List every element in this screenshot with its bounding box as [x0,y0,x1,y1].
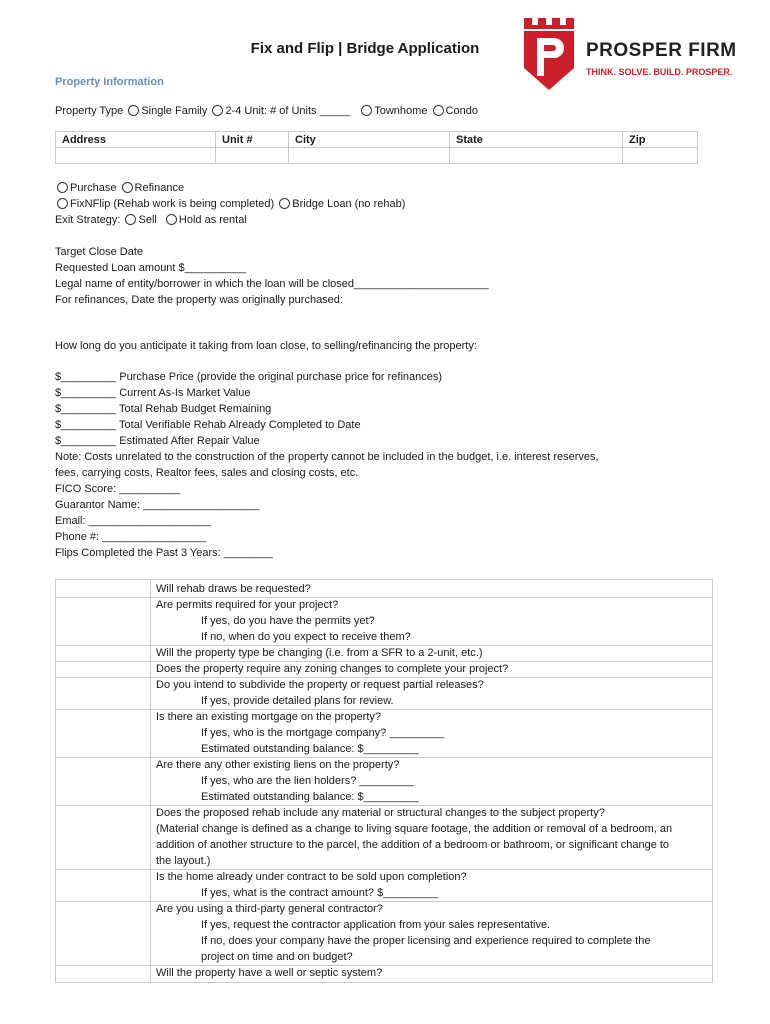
fico-score: FICO Score: __________ [55,483,181,495]
city-input[interactable] [289,148,450,164]
prosper-firm-logo [520,18,755,90]
radio-single-family[interactable] [128,105,139,116]
answer-cell[interactable] [57,709,149,757]
guarantor-name: Guarantor Name: ___________________ [55,499,260,511]
section-title-property-information: Property Information [55,76,164,88]
answer-column-divider [150,580,151,982]
questions-table [55,579,713,983]
radio-hold-as-rental[interactable] [166,214,177,225]
value-rehab-remaining: $_________ Total Rehab Budget Remaining [55,403,272,415]
loan-purpose-row [55,181,184,195]
question-subtext: If yes, who is the mortgage company? _________ [201,727,445,739]
value-rehab-completed: $_________ Total Verifiable Rehab Already Completed to Date [55,419,361,431]
option-label-condo: Condo [445,105,478,117]
property-type-row [55,104,478,118]
radio-condo[interactable] [433,105,444,116]
requested-loan-amount: Requested Loan amount $__________ [55,262,246,274]
question-subtext: If yes, what is the contract amount? $_________ [201,887,439,899]
state-header: State [450,132,623,148]
exit-strategy-label: Exit Strategy: [55,214,121,226]
value-purchase-price: $_________ Purchase Price (provide the original purchase price for refinances) [55,371,443,383]
logo-brand-text: PROSPER FIRM [586,40,737,61]
value-after-repair: $_________ Estimated After Repair Value [55,435,260,447]
refinance-purchase-date: For refinances, Date the property was originally purchased: [55,294,343,306]
radio-purchase[interactable] [57,182,68,193]
question-row-divider [56,709,712,710]
question-subtext: (Material change is defined as a change to living square footage, the addition or removal of a bedroom, an [156,823,673,835]
radio-fixnflip[interactable] [57,198,68,209]
phone: Phone #: _________________ [55,531,207,543]
option-label-townhome: Townhome [374,105,428,117]
answer-cell[interactable] [57,869,149,901]
question-row-divider [56,965,712,966]
question-text: Are there any other existing liens on the property? [156,759,400,771]
option-label-2-4-unit: 2-4 Unit: # of Units _____ [225,105,351,117]
question-text: Is there an existing mortgage on the property? [156,711,382,723]
option-label-bridge-loan: Bridge Loan (no rehab) [292,198,406,210]
radio-refinance[interactable] [122,182,133,193]
timeline-question: How long do you anticipate it taking from loan close, to selling/refinancing the property: [55,340,477,352]
answer-cell[interactable] [57,757,149,805]
unit-header: Unit # [216,132,289,148]
address-input[interactable] [56,148,216,164]
unit-input[interactable] [216,148,289,164]
question-text: Will the property have a well or septic system? [156,967,383,979]
note-line-2: fees, carrying costs, Realtor fees, sales and closing costs, etc. [55,467,359,479]
question-text: Will rehab draws be requested? [156,583,311,595]
question-text: Does the property require any zoning changes to complete your project? [156,663,509,675]
value-as-is-market: $_________ Current As-Is Market Value [55,387,251,399]
question-text: Are permits required for your project? [156,599,339,611]
question-subtext: If yes, provide detailed plans for review. [201,695,394,707]
question-text: Will the property type be changing (i.e. from a SFR to a 2-unit, etc.) [156,647,483,659]
question-subtext: If yes, request the contractor application from your sales representative. [201,919,551,931]
answer-cell[interactable] [57,645,149,661]
option-label-refinance: Refinance [134,182,185,194]
note-line-1: Note: Costs unrelated to the construction of the property cannot be included in the budget, i.e. interest reserves, [55,451,599,463]
answer-cell[interactable] [57,677,149,709]
question-text: Is the home already under contract to be sold upon completion? [156,871,467,883]
address-table [55,131,698,164]
city-header: City [289,132,450,148]
legal-entity-name: Legal name of entity/borrower in which the loan will be closed______________________ [55,278,489,290]
question-text: Does the proposed rehab include any material or structural changes to the subject property? [156,807,605,819]
answer-cell[interactable] [57,965,149,981]
page-title: Fix and Flip | Bridge Application [250,40,480,57]
answer-cell[interactable] [57,901,149,965]
question-subtext: the layout.) [156,855,211,867]
question-row-divider [56,597,712,598]
option-label-sell: Sell [138,214,157,226]
question-text: Do you intend to subdivide the property or request partial releases? [156,679,484,691]
radio-townhome[interactable] [361,105,372,116]
question-subtext: Estimated outstanding balance: $_________ [201,743,419,755]
property-type-label: Property Type [55,105,124,117]
question-subtext: project on time and on budget? [201,951,353,963]
question-subtext: addition of another structure to the parcel, the addition of a bedroom or bathroom, or significant change to [156,839,670,851]
answer-cell[interactable] [57,661,149,677]
question-subtext: If yes, who are the lien holders? _________ [201,775,415,787]
question-subtext: If no, when do you expect to receive them? [201,631,411,643]
exit-strategy-row [55,213,247,227]
zip-header: Zip [623,132,698,148]
answer-cell[interactable] [57,597,149,645]
address-header: Address [56,132,216,148]
radio-bridge-loan[interactable] [279,198,290,209]
question-subtext: Estimated outstanding balance: $_________ [201,791,419,803]
radio-2-4-unit[interactable] [212,105,223,116]
target-close-date: Target Close Date [55,246,144,258]
answer-cell[interactable] [57,805,149,869]
logo-tagline: THINK. SOLVE. BUILD. PROSPER. [586,67,733,77]
state-input[interactable] [450,148,623,164]
option-label-single-family: Single Family [141,105,208,117]
loan-product-row [55,197,405,211]
radio-sell[interactable] [125,214,136,225]
email: Email: ____________________ [55,515,211,527]
option-label-hold-as-rental: Hold as rental [178,214,247,226]
question-text: Are you using a third-party general contractor? [156,903,383,915]
logo-mark-icon [520,18,580,90]
question-row-divider [56,901,712,902]
option-label-fixnflip: FixNFlip (Rehab work is being completed) [70,198,275,210]
option-label-purchase: Purchase [70,182,117,194]
answer-cell[interactable] [57,581,149,597]
flips-completed: Flips Completed the Past 3 Years: ________ [55,547,273,559]
question-subtext: If yes, do you have the permits yet? [201,615,375,627]
question-subtext: If no, does your company have the proper licensing and experience required to complete the [201,935,651,947]
zip-input[interactable] [623,148,698,164]
